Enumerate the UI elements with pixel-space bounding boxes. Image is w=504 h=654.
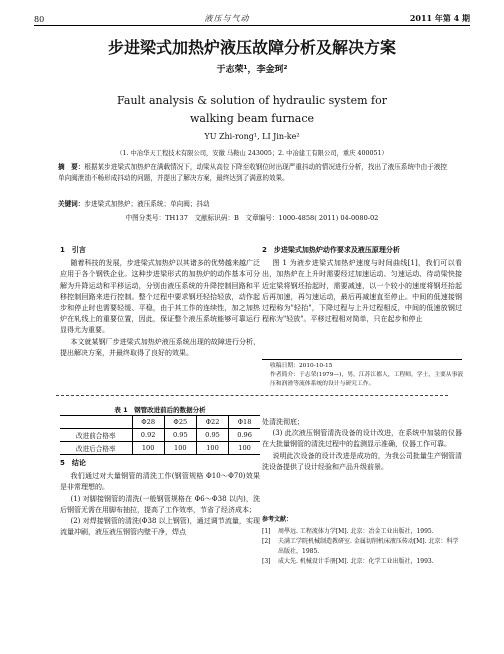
section-heading: 1 引言 [60,246,86,254]
article-divider [56,395,448,396]
abstract-label: 摘 要： [58,163,85,171]
paragraph: (2) 对焊接钢管的清洗(Φ38 以上钢管)，通过调节流量，实现流量冲刷，液压液压钢管内壁干净，焊点 [60,517,260,537]
english-title [0,92,504,128]
paragraph: 随着科技的发展，步进梁式加热炉以其诸多的优势越来越广泛应用于各个钢铁企业。这种步进梁形式的加热炉的动作基本可分解为升降运动和平移运动，分别由液压系统的升降控制回路和平移控制回路来进行控制。整个过程中要求钢坯轻拾轻放，动作起步和停止时也需要轻缓、平稳，由于其工作的连续性，加之加热炉在轧线上的重要位置，因此，保证整个液压系统能够可靠运行显得尤为重要。 [60,259,260,335]
received-date: 收稿日期：2010-10-15 [270,363,333,369]
paragraph: (1) 对脚接钢管的清洗(一般钢管规格在 Φ6～Φ38 以内)，洗后钢管无需在用脚布抽拉，提高了工作效率，节省了经济成本； [60,494,260,514]
running-header [34,8,470,24]
reference-text: 周學远. 工程流体力学[M]. 北京：冶金工业出版社，1995. [278,528,434,535]
reference-text: 夫满工学院机械制造教研室. 金属切削机床液压传动[M]. 北京：科学出版社，1985. [278,538,459,555]
table-cell: 100 [229,442,260,455]
table-cell [60,416,132,429]
paragraph: 本文就某钢厂步进梁式加热炉液压系统出现的故障进行分析，提出解决方案，并最终取得了良好的效果。 [60,337,260,357]
header-rule [34,25,470,26]
table-row [60,429,260,442]
table-cell: 0.92 [132,429,164,442]
table-cell: 改进前合格率 [60,429,132,442]
abstract [58,162,448,184]
footnote [270,362,466,389]
issue-label: 2011 年第 4 期 [409,13,470,23]
article-title: 步进梁式加热炉液压故障分析及解决方案 [107,38,396,57]
conclusion-continued [262,417,462,473]
references-heading: 参考文献： [262,516,293,523]
references [262,515,462,567]
reference-number: [2] [262,538,271,545]
page-number: 80 [34,15,45,24]
paragraph: 说明此次设备的设计改进是成功的，为我公司批量生产钢管清洗设备提供了设计经验和产品升级前景。 [262,451,462,471]
reference-number: [1] [262,528,271,535]
keywords [58,198,448,208]
data-table [60,415,260,455]
paragraph: (3) 此次液压钢管清洗设备的设计改进，在系统中加装的仪器在大批量钢管的清洗过程中的监测显示准确，仪器工作可靠。 [262,429,462,449]
section-conclusion [60,458,260,538]
english-authors: YU Zhi-rong¹, LI Jin-ke² [204,132,300,141]
section-heading: 2 步进梁式加热炉动作要求及液压原理分析 [262,246,400,254]
table-cell: 100 [132,442,164,455]
keywords-text: 步进梁式加热炉；液压系统；单向阀；抖动 [84,200,210,208]
table-cell: Φ25 [164,416,196,429]
paragraph: 我们通过对大量钢管的清洗工作(钢管规格 Φ10～Φ70)效果是非常理想的。 [60,472,260,492]
table-cell: 100 [196,442,228,455]
keywords-label: 关键词： [58,200,85,208]
table-cell: 改进后合格率 [60,442,132,455]
english-title-line-1: Fault analysis & solution of hydraulic system for [117,94,387,107]
table-cell: Φ28 [132,416,164,429]
classification-line: 中图分类号：TH137 文献标识码：B 文章编号：1000-4858( 2011) 04-0080-02 [125,214,379,222]
table-cell: 0.96 [229,429,260,442]
reference-item [262,537,462,557]
table-cell: 100 [164,442,196,455]
section-heading: 5 结论 [60,459,86,467]
author-bio: 作者简介：于志荣(1979—)，男，江苏江都人，工程师，学士，主要从事液压和润滑等流体系统的设计与研究工作。 [270,372,464,387]
table-cell: Φ22 [196,416,228,429]
english-title-line-2: walking beam furnace [189,112,315,125]
reference-number: [3] [262,558,271,565]
paragraph: 图 1 为液步进梁式加热炉速度与时间曲线[1]，我们可以看出，加热炉在上升时需要经过加速运动、匀速运动、待动梁快接近定梁将钢坯抬起时，需要减速，以一个较小的速度将钢坯抬起后再加速，再匀速运动，最后再减速直至停止。中间的低速接钢过程称为"轻抬"，下降过程与上升过程相反，中间的低速放钢过程称为"轻放"。平移过程相对简单，只在起步和停止 [262,259,462,324]
reference-item [262,557,462,567]
affiliation: （1. 中冶华天工程技术有限公司，安徽 马鞍山 243005；2. 中冶建工有限公司，重庆 400051） [116,150,388,157]
reference-text: 成大先. 机械设计手册[M]. 北京：化学工业出版社，1993. [278,558,434,565]
table-cell: 0.95 [164,429,196,442]
table-row [60,442,260,455]
abstract-text: 根据某步进梁式加热炉在满载情况下，动梁从高位下降至收钢位时出现严重抖动的情况进行分析，找出了液压系统中由于液控单向阀泄油不畅形成抖动的问题，并提出了解决方案，最终达到了满意的效果。 [58,163,448,182]
table-cell: 0.95 [196,429,228,442]
table-cell: Φ18 [229,416,260,429]
paragraph: 处清洗彻底； [262,418,304,426]
reference-item [262,527,462,537]
footnote-rule [262,359,462,360]
table-caption: 表 1 钢管改进前后的数据分析 [114,406,206,414]
section-introduction [60,245,260,359]
journal-name: 液压与气动 [204,14,250,23]
table-header-row [60,416,260,429]
section-principle [262,245,462,325]
authors: 于志荣¹，李金珂² [216,65,288,75]
